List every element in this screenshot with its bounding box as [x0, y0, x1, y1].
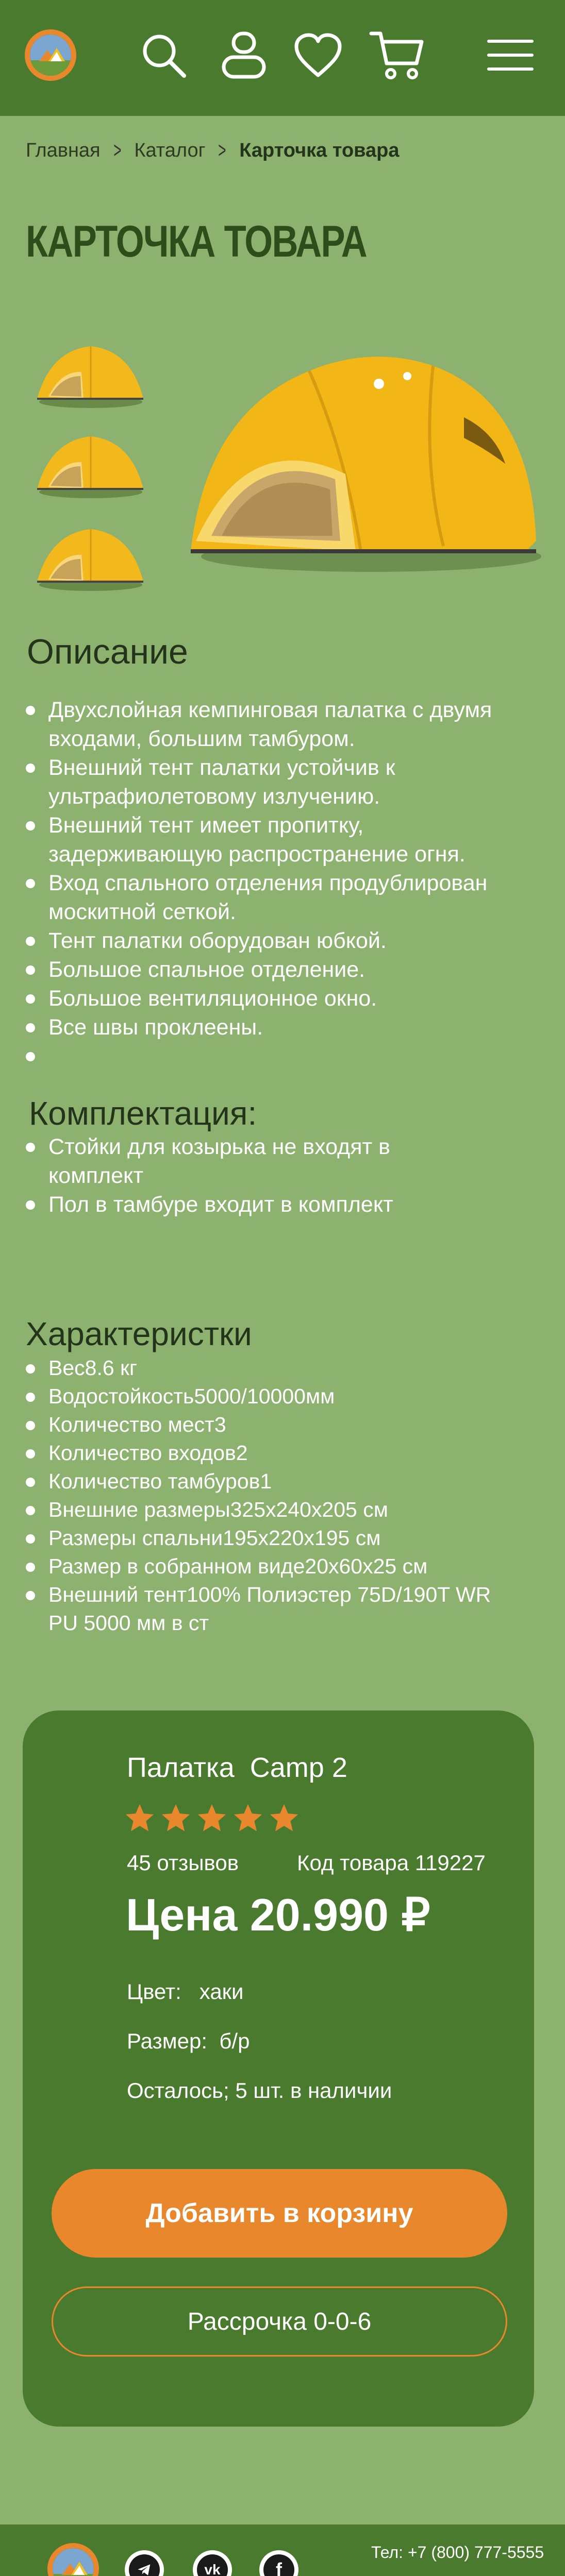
product-name: Палатка Camp 2	[127, 1752, 347, 1783]
reviews-link[interactable]: 45 отзывов	[127, 1851, 239, 1875]
product-size: Размер: б/р	[127, 2029, 250, 2053]
list-item: Количество тамбуров1	[26, 1467, 500, 1496]
rating-stars	[124, 1802, 300, 1834]
kit-title: Комплектация:	[29, 1095, 257, 1132]
list-item: Водостойкость5000/10000мм	[26, 1382, 500, 1411]
cart-icon[interactable]	[369, 29, 426, 81]
breadcrumb-catalog[interactable]: Каталог	[134, 139, 206, 161]
product-code: Код товара 119227	[297, 1851, 486, 1875]
specs-list	[26, 1354, 500, 1637]
star-icon	[160, 1802, 192, 1834]
search-icon[interactable]	[135, 29, 192, 81]
product-price: Цена 20.990 ₽	[126, 1889, 430, 1940]
logo-icon[interactable]	[47, 2543, 99, 2576]
star-icon	[232, 1802, 264, 1834]
heart-icon[interactable]	[290, 29, 346, 81]
facebook-icon[interactable]: f	[259, 2550, 298, 2576]
menu-icon[interactable]	[485, 29, 536, 81]
star-icon	[268, 1802, 300, 1834]
list-item: Большое вентиляционное окно.	[26, 984, 541, 1013]
list-item: Внешний тент100% Полиэстер 75D/190T WR PU 5000 мм в ст	[26, 1581, 500, 1637]
breadcrumb-current: Карточка товара	[239, 139, 400, 161]
list-item: Внешний тент палатки устойчив к ультрафиолетовому излучению.	[26, 753, 541, 811]
footer	[0, 2524, 565, 2576]
breadcrumb	[26, 135, 400, 166]
list-item: Вход спального отделения продублирован москитной сеткой.	[26, 869, 541, 926]
description-title: Описание	[27, 632, 188, 671]
list-item: Количество мест3	[26, 1411, 500, 1439]
description-list	[26, 696, 541, 1071]
list-item: Вес8.6 кг	[26, 1354, 500, 1382]
list-item: Внешний тент имеет пропитку, задерживающую распространение огня.	[26, 811, 541, 869]
list-item: Количество входов2	[26, 1439, 500, 1467]
logo-icon[interactable]	[25, 29, 76, 81]
list-item: Внешние размеры325х240х205 см	[26, 1496, 500, 1524]
product-color: Цвет: хаки	[127, 1979, 244, 2004]
header	[0, 0, 565, 116]
list-item: Двухслойная кемпинговая палатка с двумя входами, большим тамбуром.	[26, 696, 541, 753]
footer-phone[interactable]: Тел: +7 (800) 777-5555	[371, 2543, 544, 2562]
list-item	[26, 1042, 541, 1071]
user-icon[interactable]	[215, 29, 272, 81]
list-item: Пол в тамбуре входит в комплект	[26, 1190, 490, 1219]
kit-list	[26, 1132, 490, 1219]
telegram-icon[interactable]	[125, 2550, 164, 2576]
product-thumbnail-3[interactable]	[30, 518, 148, 595]
installment-button[interactable]: Рассрочка 0-0-6	[52, 2286, 507, 2357]
breadcrumb-home[interactable]: Главная	[26, 139, 101, 161]
product-card	[23, 1710, 534, 2427]
product-thumbnail-1[interactable]	[30, 335, 148, 412]
star-icon	[196, 1802, 228, 1834]
chevron-right-icon: >	[218, 138, 227, 163]
list-item: Размер в собранном виде20х60х25 см	[26, 1552, 500, 1581]
list-item: Большое спальное отделение.	[26, 955, 541, 984]
page-title: КАРТОЧКА ТОВАРА	[26, 217, 367, 266]
list-item: Все швы проклеены.	[26, 1013, 541, 1042]
star-icon	[124, 1802, 156, 1834]
list-item: Стойки для козырька не входят в комплект	[26, 1132, 490, 1190]
add-to-cart-button[interactable]: Добавить в корзину	[52, 2169, 507, 2258]
product-stock: Осталось; 5 шт. в наличии	[127, 2078, 392, 2103]
list-item: Размеры спальни195х220х195 см	[26, 1524, 500, 1552]
vk-icon[interactable]: vk	[193, 2550, 232, 2576]
chevron-right-icon: >	[113, 138, 122, 163]
specs-title: Характеристки	[26, 1315, 252, 1352]
product-main-image	[175, 309, 546, 582]
product-thumbnail-2[interactable]	[30, 425, 148, 502]
list-item: Тент палатки оборудован юбкой.	[26, 926, 541, 955]
